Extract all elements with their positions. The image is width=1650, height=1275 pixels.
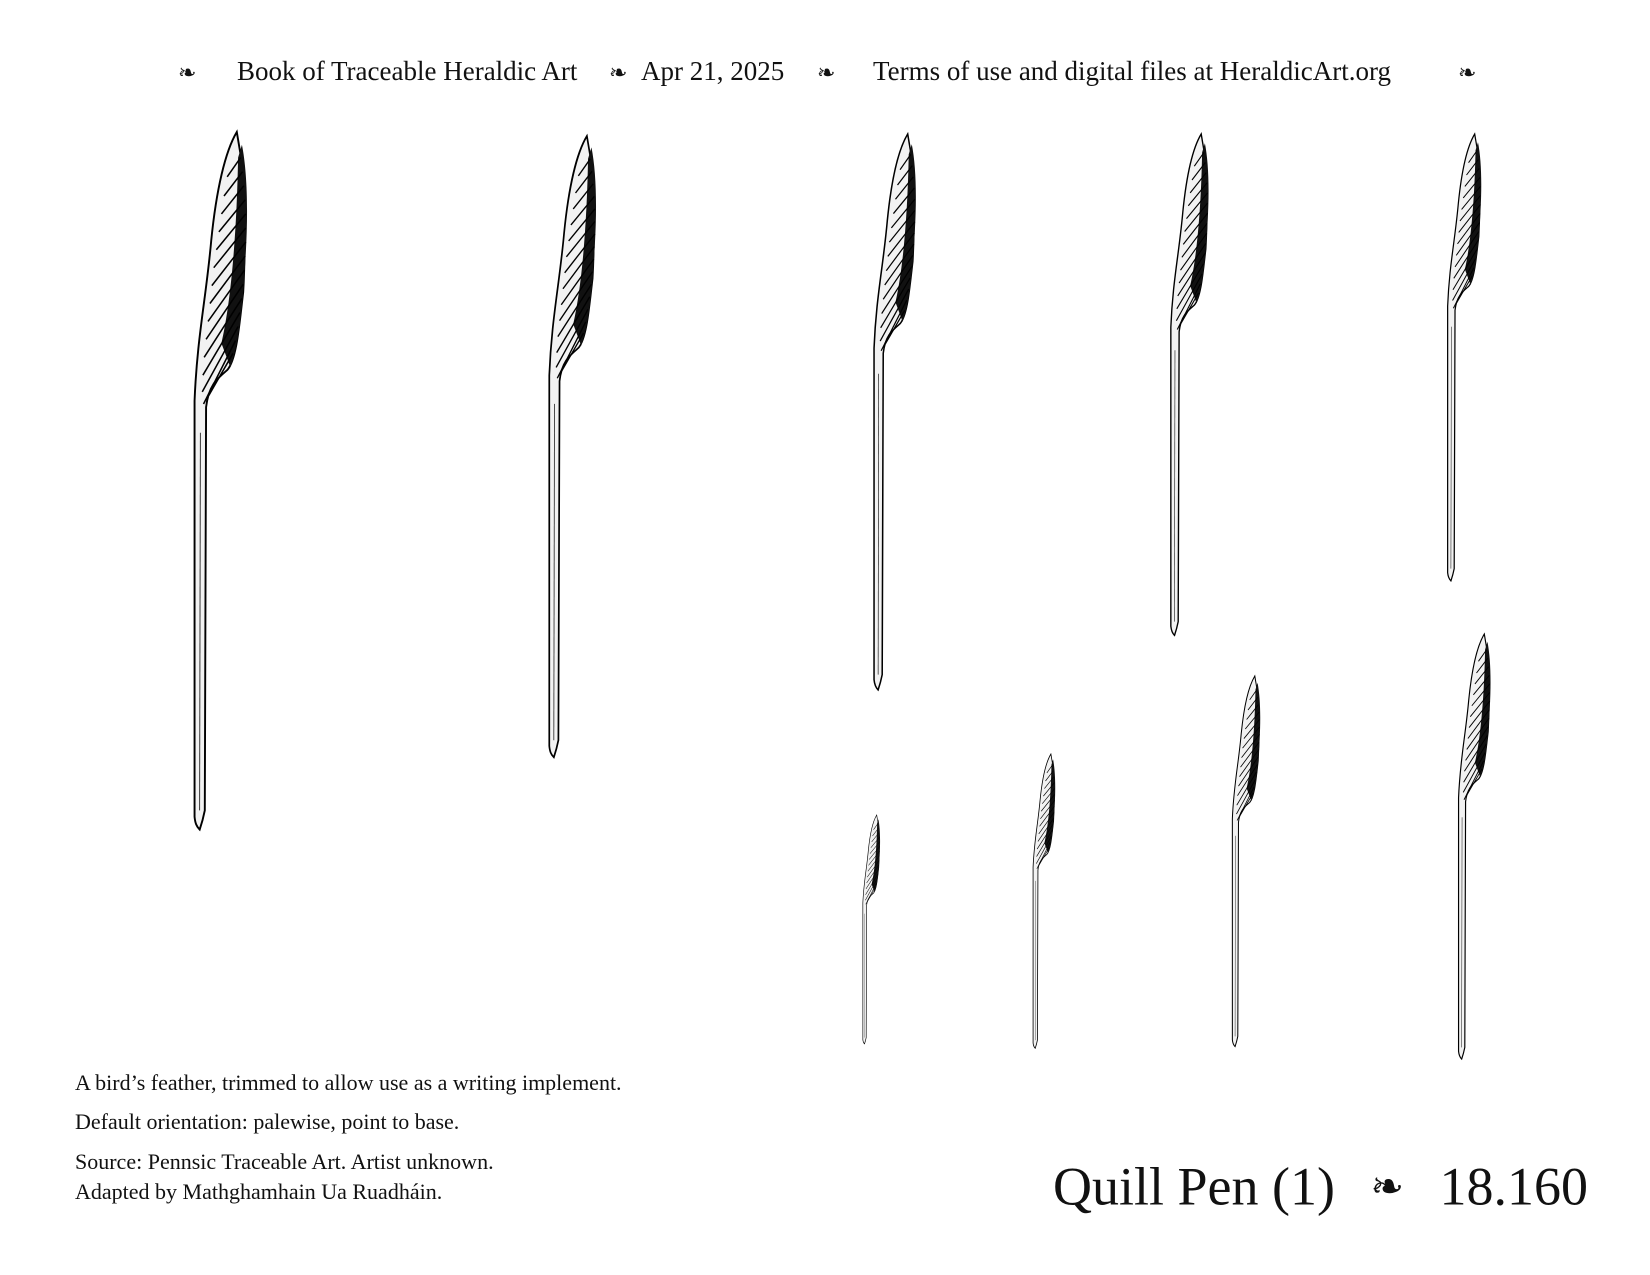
plate-name: Quill Pen (1) [1053,1156,1335,1217]
source-line: Source: Pennsic Traceable Art. Artist unknown. [75,1149,494,1174]
book-title: Book of Traceable Heraldic Art [237,56,578,86]
description-line: A bird’s feather, trimmed to allow use as a writing implement. [75,1070,622,1095]
ornament-icon: ❧ [1458,60,1477,85]
quill-feather-icon [863,815,880,1044]
quill-feather-icon [195,132,247,830]
header-date: Apr 21, 2025 [641,56,785,86]
quill-feather-icon [1448,134,1482,581]
plate-number: 18.160 [1439,1156,1588,1217]
adapter-line: Adapted by Mathghamhain Ua Ruadháin. [75,1179,443,1204]
ornament-icon: ❧ [1370,1164,1404,1210]
quill-feather-icon [1033,754,1055,1048]
quill-feather-icon [549,136,596,757]
ornament-icon: ❧ [178,60,197,85]
quill-feather-icon [1459,634,1491,1059]
terms-link[interactable]: Terms of use and digital files at HeraldicArt.org [873,56,1391,86]
ornament-icon: ❧ [817,60,836,85]
quill-feather-icon [1232,676,1260,1047]
quill-feather-icon [874,134,916,690]
plate-title [1053,1150,1588,1218]
ornament-icon: ❧ [609,60,628,85]
orientation-line: Default orientation: palewise, point to base. [75,1109,460,1134]
quill-feather-icon [1171,134,1209,635]
